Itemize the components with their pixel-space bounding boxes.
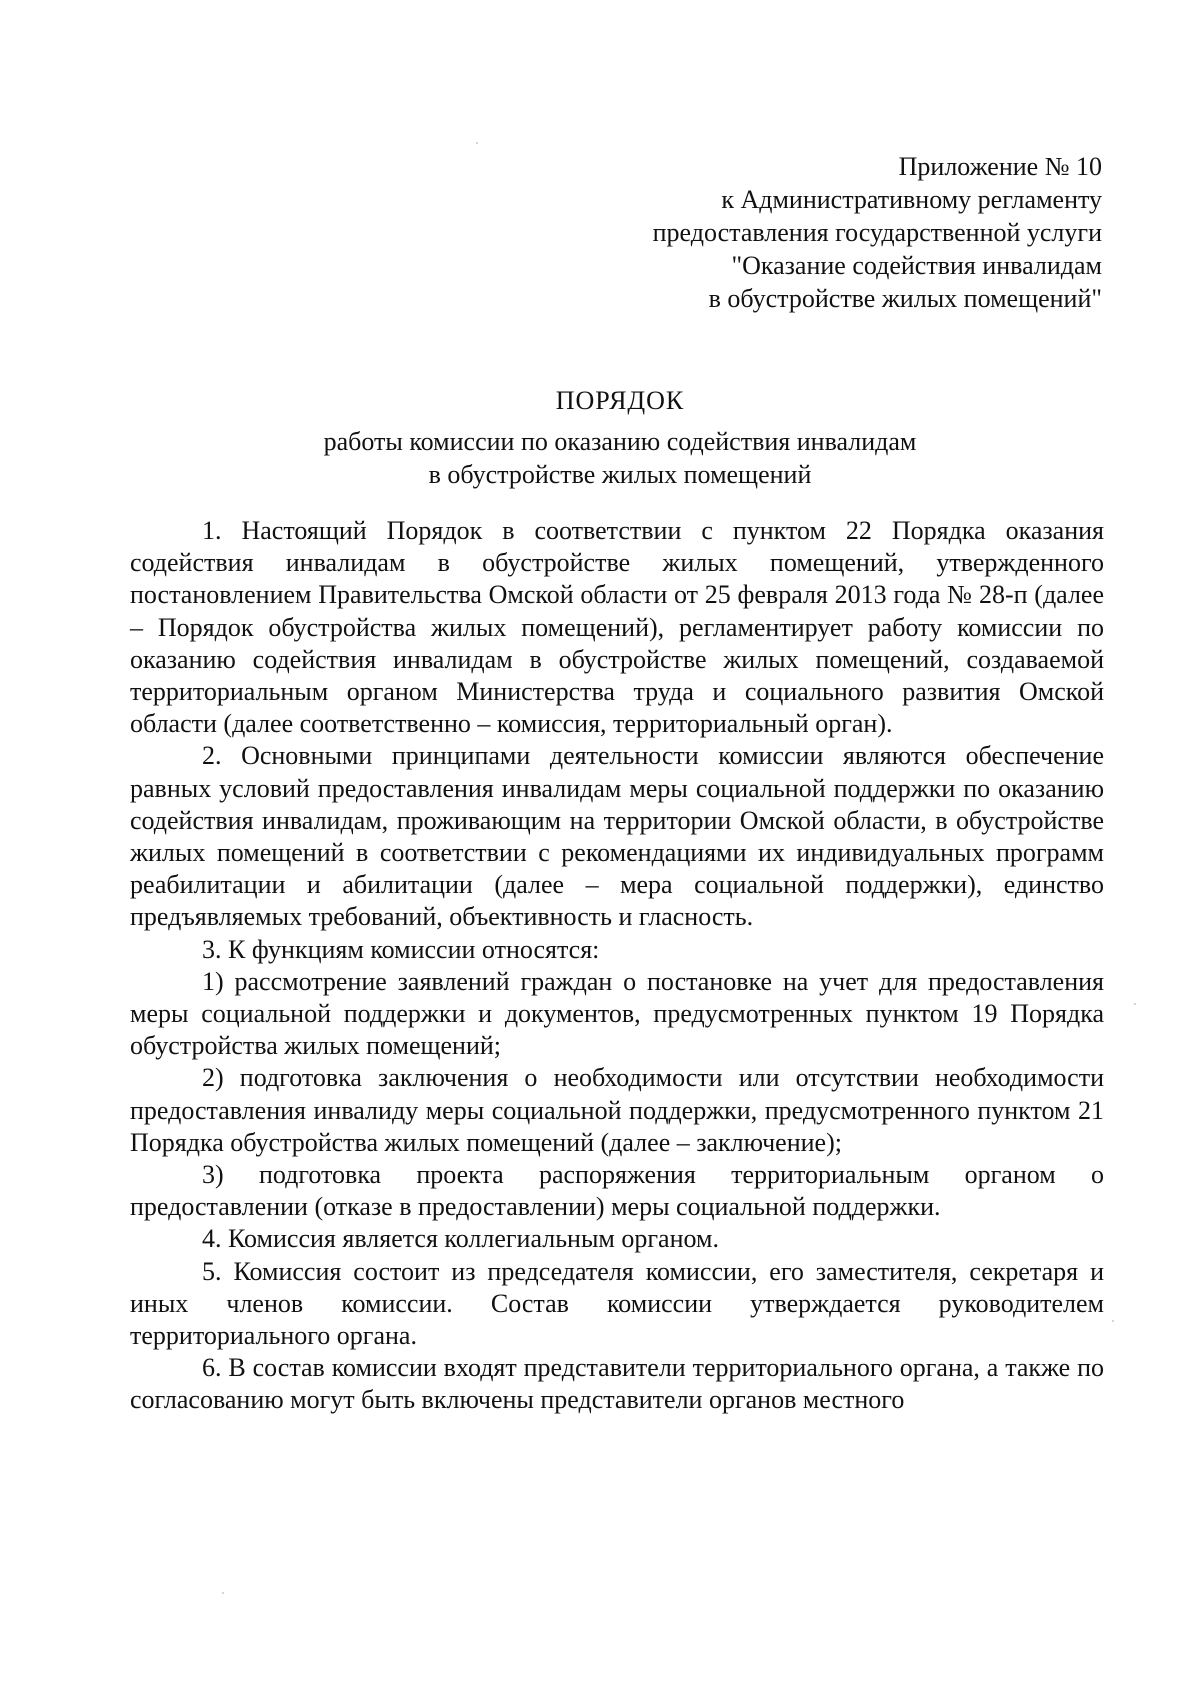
scan-speck <box>1134 1003 1136 1005</box>
paragraph-3: 3. К функциям комиссии относятся: <box>202 934 600 964</box>
appendix-header <box>482 150 1102 315</box>
scan-speck <box>222 1592 224 1594</box>
appendix-line: Приложение № 10 <box>898 152 1102 181</box>
document-subtitle-line: в обустройстве жилых помещений <box>428 460 812 489</box>
scan-speck <box>1112 1320 1114 1322</box>
paragraph-6: 6. В состав комиссии входят представители территориального органа, а также по согласованию могут быть включены представители органов местного <box>130 1353 1104 1415</box>
document-heading <box>130 384 1110 491</box>
appendix-line: "Оказание содействия инвалидам <box>731 251 1102 280</box>
document-subtitle-line: работы комиссии по оказанию содействия инвалидам <box>323 427 917 456</box>
paragraph-5: 5. Комиссия состоит из председателя комиссии, его заместителя, секретаря и иных членов комиссии. Состав комиссии утверждается руководителем территориального органа. <box>130 1256 1104 1351</box>
paragraph-3-item-3: 3) подготовка проекта распоряжения территориальным органом о предоставлении (отказе в предоставлении) меры социальной поддержки. <box>130 1160 1104 1222</box>
document-title: ПОРЯДОК <box>555 386 685 415</box>
paragraph-3-item-2: 2) подготовка заключения о необходимости или отсутствии необходимости предоставления инвалиду меры социальной поддержки, предусмотренного пунктом 21 Порядка обустройства жилых помещений (далее – заключение); <box>130 1063 1104 1157</box>
appendix-line: к Административному регламенту <box>721 185 1102 214</box>
scan-speck <box>476 142 478 144</box>
paragraph-2: 2. Основными принципами деятельности комиссии являются обеспечение равных условий предоставления инвалидам меры социальной поддержки по оказанию содействия инвалидам, проживающим на территории Омской области, в обустройстве жилых помещений в соответствии с рекомендациями их индивидуальных программ реабилитации и абилитации (далее – мера социальной поддержки), единство предъявляемых требований, объективность и гласность. <box>130 741 1104 932</box>
document-body <box>130 515 1104 1417</box>
paragraph-3-item-1: 1) рассмотрение заявлений граждан о постановке на учет для предоставления меры социальной поддержки и документов, предусмотренных пунктом 19 Порядка обустройства жилых помещений; <box>130 966 1104 1061</box>
paragraph-4: 4. Комиссия является коллегиальным органом. <box>202 1224 719 1254</box>
paragraph-1: 1. Настоящий Порядок в соответствии с пунктом 22 Порядка оказания содействия инвалидам в обустройстве жилых помещений, утвержденного постановлением Правительства Омской области от 25 февраля 2013 года № 28-п (далее – Порядок обустройства жилых помещений), регламентирует работу комиссии по оказанию содействия инвалидам в обустройстве жилых помещений, создаваемой территориальным органом Министерства труда и социального развития Омской области (далее соответственно – комиссия, территориальный орган). <box>130 516 1104 739</box>
appendix-line: в обустройстве жилых помещений" <box>708 284 1102 313</box>
appendix-line: предоставления государственной услуги <box>652 218 1102 247</box>
